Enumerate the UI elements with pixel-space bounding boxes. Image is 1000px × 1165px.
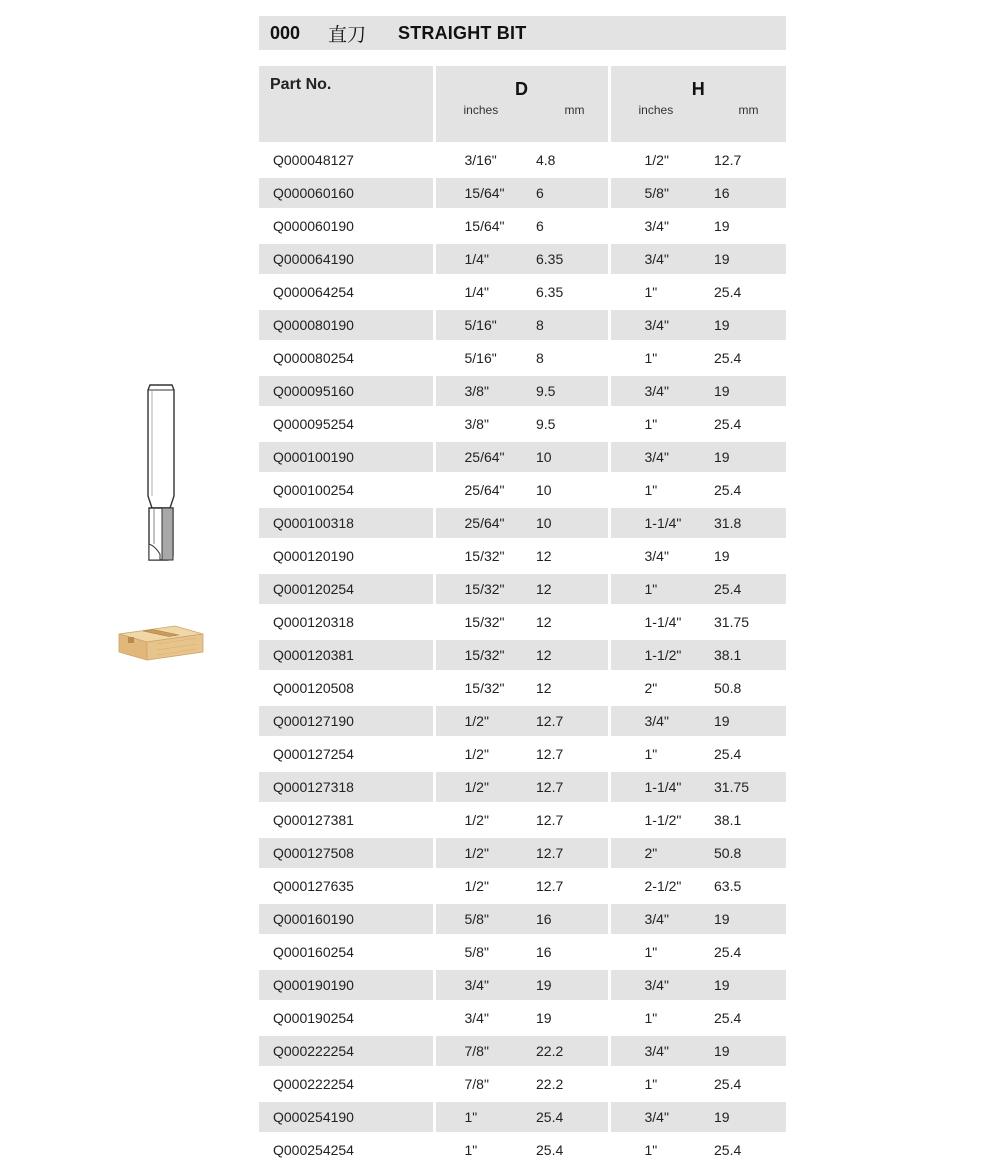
cell-h-mm: 25.4 <box>714 342 786 375</box>
cell-h-mm: 50.8 <box>714 837 786 870</box>
table-row <box>259 771 786 804</box>
cell-d-mm: 16 <box>536 936 609 969</box>
cell-d-mm: 6 <box>536 177 609 210</box>
cell-part-no: Q000080190 <box>259 309 434 342</box>
cell-part-no: Q000120508 <box>259 672 434 705</box>
cell-part-no: Q000120381 <box>259 639 434 672</box>
cell-h-inches: 3/4" <box>609 540 714 573</box>
cell-d-inches: 1" <box>434 1134 536 1165</box>
cell-h-inches: 1" <box>609 1134 714 1165</box>
table-row <box>259 969 786 1002</box>
table-row <box>259 309 786 342</box>
header-d-group <box>434 66 609 144</box>
cell-h-inches: 2" <box>609 672 714 705</box>
cell-d-mm: 19 <box>536 1002 609 1035</box>
cell-d-inches: 3/8" <box>434 375 536 408</box>
cell-h-inches: 3/4" <box>609 210 714 243</box>
header-part-no: Part No. <box>259 66 434 144</box>
cell-d-mm: 12.7 <box>536 804 609 837</box>
table-row <box>259 210 786 243</box>
table-row <box>259 507 786 540</box>
cell-h-mm: 31.8 <box>714 507 786 540</box>
table-row <box>259 342 786 375</box>
table-row <box>259 705 786 738</box>
cell-h-inches: 3/4" <box>609 243 714 276</box>
header-d-mm: mm <box>565 103 585 117</box>
cell-h-mm: 19 <box>714 705 786 738</box>
cell-h-mm: 25.4 <box>714 1002 786 1035</box>
cell-d-mm: 12 <box>536 606 609 639</box>
cell-d-inches: 15/32" <box>434 540 536 573</box>
table-row <box>259 903 786 936</box>
cell-h-mm: 19 <box>714 969 786 1002</box>
cell-d-inches: 5/8" <box>434 903 536 936</box>
cell-part-no: Q000100318 <box>259 507 434 540</box>
table-header-row <box>259 66 786 144</box>
cell-d-inches: 25/64" <box>434 474 536 507</box>
table-row <box>259 870 786 903</box>
cell-part-no: Q000120254 <box>259 573 434 606</box>
cell-h-inches: 1" <box>609 474 714 507</box>
header-h-group <box>609 66 786 144</box>
cell-d-inches: 5/16" <box>434 342 536 375</box>
cell-d-inches: 7/8" <box>434 1068 536 1101</box>
cell-d-mm: 9.5 <box>536 375 609 408</box>
cell-d-mm: 12.7 <box>536 705 609 738</box>
cell-d-mm: 25.4 <box>536 1134 609 1165</box>
cell-d-mm: 6 <box>536 210 609 243</box>
cell-h-inches: 1" <box>609 408 714 441</box>
cell-part-no: Q000120190 <box>259 540 434 573</box>
table-row <box>259 1002 786 1035</box>
cell-part-no: Q000080254 <box>259 342 434 375</box>
cell-h-inches: 1-1/4" <box>609 771 714 804</box>
table-row <box>259 1035 786 1068</box>
cell-d-mm: 12.7 <box>536 837 609 870</box>
table-row <box>259 936 786 969</box>
cell-d-inches: 1/2" <box>434 705 536 738</box>
cell-d-mm: 12 <box>536 672 609 705</box>
cell-h-inches: 1" <box>609 1002 714 1035</box>
cell-d-inches: 3/8" <box>434 408 536 441</box>
cell-part-no: Q000064190 <box>259 243 434 276</box>
table-row <box>259 474 786 507</box>
cell-h-mm: 31.75 <box>714 771 786 804</box>
cell-h-inches: 3/4" <box>609 441 714 474</box>
cell-d-mm: 25.4 <box>536 1101 609 1134</box>
header-d: D <box>436 79 608 100</box>
cell-h-inches: 1" <box>609 1068 714 1101</box>
cell-h-mm: 19 <box>714 210 786 243</box>
cell-h-mm: 38.1 <box>714 639 786 672</box>
table-row <box>259 144 786 177</box>
table-row <box>259 573 786 606</box>
cell-d-inches: 1/4" <box>434 243 536 276</box>
cell-h-mm: 12.7 <box>714 144 786 177</box>
cell-part-no: Q000127254 <box>259 738 434 771</box>
cell-part-no: Q000120318 <box>259 606 434 639</box>
cell-part-no: Q000127190 <box>259 705 434 738</box>
cell-d-inches: 7/8" <box>434 1035 536 1068</box>
table-row <box>259 1101 786 1134</box>
cell-h-inches: 1" <box>609 936 714 969</box>
table-row <box>259 639 786 672</box>
cell-part-no: Q000190254 <box>259 1002 434 1035</box>
cell-d-mm: 10 <box>536 474 609 507</box>
cell-h-inches: 3/4" <box>609 375 714 408</box>
cell-d-mm: 12.7 <box>536 771 609 804</box>
cell-h-mm: 25.4 <box>714 738 786 771</box>
cell-d-mm: 12 <box>536 573 609 606</box>
cell-d-inches: 1/4" <box>434 276 536 309</box>
cell-d-inches: 3/4" <box>434 1002 536 1035</box>
cell-h-inches: 3/4" <box>609 903 714 936</box>
cell-part-no: Q000060190 <box>259 210 434 243</box>
table-row <box>259 441 786 474</box>
cell-part-no: Q000254254 <box>259 1134 434 1165</box>
cell-h-inches: 1/2" <box>609 144 714 177</box>
cell-d-inches: 15/32" <box>434 672 536 705</box>
cell-d-mm: 12.7 <box>536 870 609 903</box>
cell-d-mm: 16 <box>536 903 609 936</box>
table-row <box>259 375 786 408</box>
cell-d-inches: 25/64" <box>434 507 536 540</box>
cell-h-mm: 19 <box>714 540 786 573</box>
cell-h-mm: 63.5 <box>714 870 786 903</box>
table-row <box>259 1134 786 1165</box>
cell-d-mm: 4.8 <box>536 144 609 177</box>
product-code: 000 <box>270 23 328 44</box>
cell-h-mm: 25.4 <box>714 276 786 309</box>
cell-h-mm: 25.4 <box>714 1068 786 1101</box>
cell-part-no: Q000222254 <box>259 1035 434 1068</box>
cell-h-mm: 25.4 <box>714 408 786 441</box>
cell-h-mm: 25.4 <box>714 573 786 606</box>
cell-part-no: Q000160190 <box>259 903 434 936</box>
cell-d-inches: 1/2" <box>434 771 536 804</box>
cell-h-mm: 19 <box>714 441 786 474</box>
cell-d-inches: 5/16" <box>434 309 536 342</box>
cell-d-mm: 22.2 <box>536 1035 609 1068</box>
cell-d-inches: 15/64" <box>434 177 536 210</box>
cell-h-inches: 1" <box>609 276 714 309</box>
cell-d-mm: 9.5 <box>536 408 609 441</box>
cell-h-mm: 19 <box>714 309 786 342</box>
cell-part-no: Q000127381 <box>259 804 434 837</box>
cell-part-no: Q000190190 <box>259 969 434 1002</box>
table-row <box>259 408 786 441</box>
cell-h-inches: 1" <box>609 342 714 375</box>
cell-d-inches: 1" <box>434 1101 536 1134</box>
cell-h-inches: 3/4" <box>609 309 714 342</box>
cell-d-mm: 8 <box>536 342 609 375</box>
product-name-cn: 直刀 <box>328 20 398 47</box>
cell-h-mm: 16 <box>714 177 786 210</box>
cell-h-mm: 31.75 <box>714 606 786 639</box>
cell-d-mm: 6.35 <box>536 243 609 276</box>
cell-part-no: Q000100190 <box>259 441 434 474</box>
cell-d-inches: 3/16" <box>434 144 536 177</box>
cell-h-mm: 19 <box>714 1035 786 1068</box>
cell-d-inches: 15/32" <box>434 606 536 639</box>
header-h-mm: mm <box>739 103 759 117</box>
cell-h-inches: 3/4" <box>609 969 714 1002</box>
table-row <box>259 276 786 309</box>
cell-d-inches: 25/64" <box>434 441 536 474</box>
table-row <box>259 177 786 210</box>
cell-h-inches: 5/8" <box>609 177 714 210</box>
cell-d-mm: 19 <box>536 969 609 1002</box>
router-bit-icon <box>138 384 184 562</box>
cell-h-mm: 19 <box>714 243 786 276</box>
cell-h-mm: 25.4 <box>714 1134 786 1165</box>
cell-part-no: Q000060160 <box>259 177 434 210</box>
cell-part-no: Q000127635 <box>259 870 434 903</box>
cell-h-inches: 3/4" <box>609 1035 714 1068</box>
cell-h-mm: 19 <box>714 903 786 936</box>
cell-h-mm: 50.8 <box>714 672 786 705</box>
cell-h-mm: 25.4 <box>714 474 786 507</box>
cell-h-inches: 2-1/2" <box>609 870 714 903</box>
cell-h-inches: 3/4" <box>609 1101 714 1134</box>
cell-part-no: Q000064254 <box>259 276 434 309</box>
table-row <box>259 243 786 276</box>
title-bar <box>259 16 786 50</box>
cell-h-inches: 2" <box>609 837 714 870</box>
wood-groove-icon <box>117 620 205 662</box>
header-h-inches: inches <box>639 103 674 117</box>
cell-d-inches: 15/32" <box>434 639 536 672</box>
cell-d-mm: 10 <box>536 507 609 540</box>
table-row <box>259 540 786 573</box>
cell-h-inches: 1-1/2" <box>609 639 714 672</box>
cell-d-mm: 12 <box>536 639 609 672</box>
cell-h-mm: 25.4 <box>714 936 786 969</box>
cell-h-mm: 19 <box>714 1101 786 1134</box>
cell-part-no: Q000222254 <box>259 1068 434 1101</box>
cell-h-inches: 1-1/4" <box>609 507 714 540</box>
cell-h-mm: 19 <box>714 375 786 408</box>
cell-d-mm: 10 <box>536 441 609 474</box>
cell-d-mm: 8 <box>536 309 609 342</box>
cell-part-no: Q000095254 <box>259 408 434 441</box>
table-row <box>259 672 786 705</box>
cell-part-no: Q000048127 <box>259 144 434 177</box>
cell-d-inches: 15/64" <box>434 210 536 243</box>
cell-d-inches: 3/4" <box>434 969 536 1002</box>
cell-h-inches: 1-1/4" <box>609 606 714 639</box>
cell-d-inches: 1/2" <box>434 870 536 903</box>
cell-d-inches: 1/2" <box>434 837 536 870</box>
table-body <box>259 144 786 1165</box>
cell-part-no: Q000160254 <box>259 936 434 969</box>
cell-h-inches: 1-1/2" <box>609 804 714 837</box>
table-row <box>259 738 786 771</box>
cell-h-mm: 38.1 <box>714 804 786 837</box>
cell-d-inches: 1/2" <box>434 738 536 771</box>
cell-part-no: Q000100254 <box>259 474 434 507</box>
table-row <box>259 1068 786 1101</box>
cell-part-no: Q000127318 <box>259 771 434 804</box>
spec-table <box>259 66 786 1165</box>
cell-d-mm: 12 <box>536 540 609 573</box>
cell-h-inches: 3/4" <box>609 705 714 738</box>
cell-d-mm: 12.7 <box>536 738 609 771</box>
header-d-inches: inches <box>464 103 499 117</box>
cell-h-inches: 1" <box>609 738 714 771</box>
cell-d-inches: 5/8" <box>434 936 536 969</box>
header-h: H <box>611 79 787 100</box>
cell-d-inches: 15/32" <box>434 573 536 606</box>
table-row <box>259 606 786 639</box>
cell-d-inches: 1/2" <box>434 804 536 837</box>
cell-h-inches: 1" <box>609 573 714 606</box>
table-row <box>259 837 786 870</box>
table-row <box>259 804 786 837</box>
cell-part-no: Q000254190 <box>259 1101 434 1134</box>
product-name-en: STRAIGHT BIT <box>398 23 526 44</box>
cell-d-mm: 22.2 <box>536 1068 609 1101</box>
cell-part-no: Q000095160 <box>259 375 434 408</box>
cell-d-mm: 6.35 <box>536 276 609 309</box>
cell-part-no: Q000127508 <box>259 837 434 870</box>
